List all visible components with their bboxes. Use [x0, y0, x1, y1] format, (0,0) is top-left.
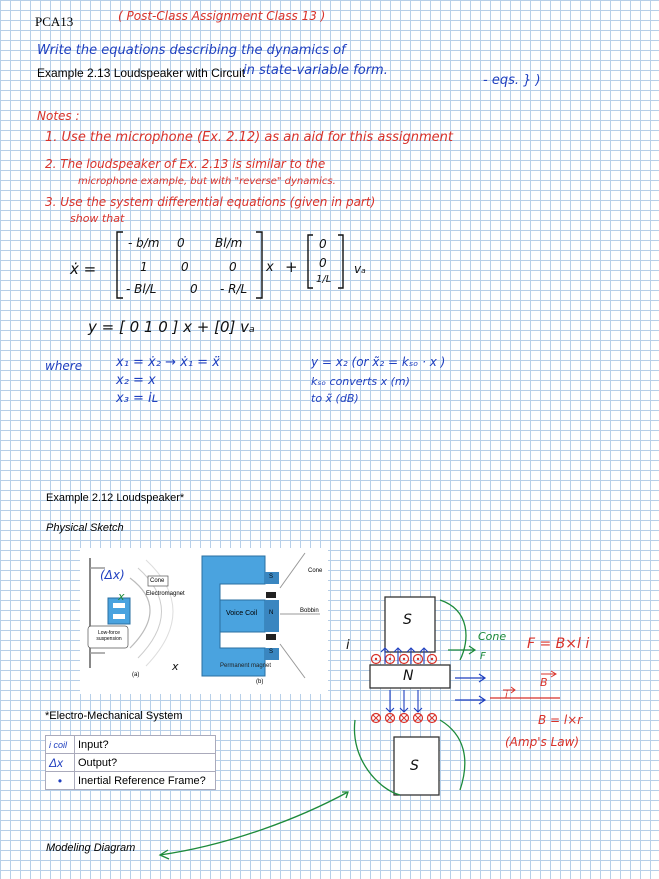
diagram-b-eq: B = l×r [538, 713, 583, 727]
diagram-cone: Cone [478, 630, 507, 643]
b1: 0 [319, 237, 327, 251]
a21: 1 [140, 260, 148, 274]
fig-sub-b: (b) [256, 679, 264, 685]
instruction-line1: Write the equations describing the dynamics of [37, 43, 346, 58]
row-frame-lead: • [46, 772, 75, 790]
where-l1: x₁ = ẋ₂ → ẋ₁ = ẍ [116, 355, 220, 370]
where-r3: to x̃ (dB) [311, 392, 359, 405]
diagram-i: i [505, 690, 508, 701]
diagram-s-bot: S [410, 758, 419, 774]
note-3a: 3. Use the system differential equations (given in part) [45, 195, 376, 209]
notes-title: Notes : [37, 109, 80, 123]
example-213-name: Example 2.13 Loudspeaker with Circuit [37, 66, 246, 80]
fig-cone-a: Cone [150, 578, 165, 584]
modeling-diagram-label: Modeling Diagram [46, 842, 136, 854]
fig-s1: S [269, 574, 274, 580]
xdot-lhs: ẋ = [70, 260, 97, 278]
fig-voice-coil: Voice Coil [226, 610, 258, 617]
fig-electromagnet: Electromagnet [146, 591, 185, 597]
annot-x-dark: x [172, 660, 179, 673]
diagram-f: F [480, 651, 486, 662]
physical-sketch-label: Physical Sketch [46, 522, 124, 534]
b3: 1/L [316, 274, 332, 285]
fig-sub-a: (a) [132, 672, 140, 678]
assignment-title: ( Post-Class Assignment Class 13 ) [118, 9, 326, 23]
a31: - Bl/L [126, 282, 157, 296]
em-questions-table [45, 735, 216, 790]
where-r2: kₛₒ converts x (m) [311, 375, 410, 388]
fig-bobbin: Bobbin [300, 608, 319, 614]
a33: - R/L [220, 282, 248, 296]
note-2a: 2. The loudspeaker of Ex. 2.13 is similar to the [45, 157, 326, 171]
a22: 0 [181, 260, 189, 274]
table-row [46, 736, 216, 754]
plus-sign: + [285, 258, 298, 276]
a13: Bl/m [215, 236, 243, 250]
diagram-n: N [403, 668, 414, 684]
b2: 0 [319, 256, 327, 270]
fig-cone-b: Cone [308, 568, 323, 574]
instruction-line2-tail: in state-variable form. [243, 63, 388, 78]
example-212-title: Example 2.12 Loudspeaker* [46, 492, 185, 504]
fig-s2: S [269, 649, 274, 655]
row-input-lead: i coil [46, 736, 75, 754]
page-code: PCA13 [35, 14, 74, 29]
output-equation: y = [ 0 1 0 ] x + [0] vₐ [88, 318, 255, 336]
a32: 0 [190, 282, 198, 296]
fig-n: N [269, 610, 274, 616]
note-2b: microphone example, but with "reverse" dynamics. [78, 176, 336, 187]
table-row [46, 772, 216, 790]
where-l2: x₂ = x [116, 373, 156, 388]
state-x: x [266, 260, 274, 275]
where-r1: y = x₂ (or x̃₂ = kₛₒ · x ) [311, 355, 446, 369]
where-label: where [45, 359, 83, 373]
annot-i: i [346, 638, 350, 653]
where-l3: x₃ = iʟ [116, 391, 159, 406]
input-va: vₐ [354, 262, 366, 276]
note-3b: show that [70, 212, 125, 225]
diagram-s-top: S [403, 612, 412, 628]
annot-dx: (Δx) [100, 568, 125, 582]
side-note: - eqs. } ) [483, 73, 541, 88]
row-output-text: Output? [75, 754, 216, 772]
a12: 0 [177, 236, 185, 250]
row-frame-text: Inertial Reference Frame? [75, 772, 216, 790]
a11: - b/m [128, 236, 160, 250]
em-system-title: *Electro-Mechanical System [45, 710, 183, 722]
note-1: 1. Use the microphone (Ex. 2.12) as an aid for this assignment [45, 130, 453, 145]
diagram-force-eq: F = B×l i [527, 636, 590, 652]
fig-permanent-magnet: Permanent magnet [220, 663, 272, 669]
table-row [46, 754, 216, 772]
diagram-amp-law: (Amp's Law) [505, 735, 580, 749]
annot-x-green: x [118, 590, 125, 603]
a23: 0 [229, 260, 237, 274]
row-output-lead: Δx [46, 754, 75, 772]
diagram-b: B [540, 676, 548, 689]
fig-low-force: Low-force suspension [96, 630, 122, 642]
row-input-text: Input? [75, 736, 216, 754]
